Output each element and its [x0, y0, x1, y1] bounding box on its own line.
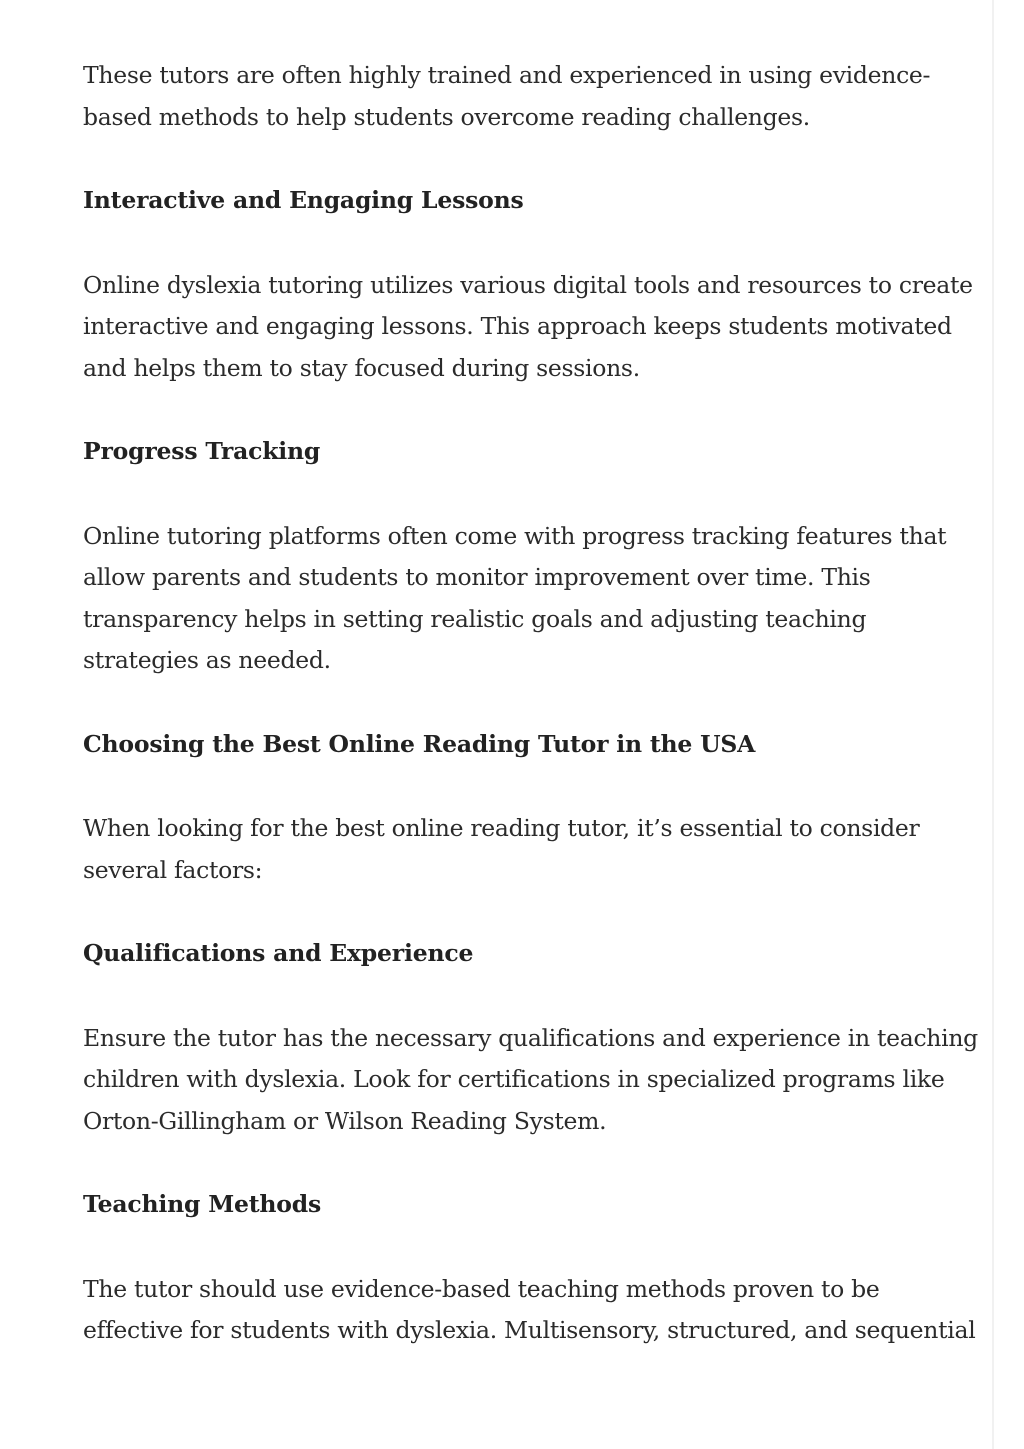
heading-progress-tracking: Progress Tracking [83, 437, 321, 465]
heading-qualifications: Qualifications and Experience [83, 939, 474, 967]
paragraph-qualifications: Ensure the tutor has the necessary qualifications and experience in teaching children with dyslexia. Look for certifications in specialized programs like Orton-Gillingham or Wilson Reading System. [83, 1023, 978, 1135]
article-body [83, 55, 983, 1352]
paragraph-interactive-lessons: Online dyslexia tutoring utilizes various digital tools and resources to create interactive and engaging lessons. This approach keeps students motivated and helps them to stay focused during sessions. [83, 270, 973, 382]
paragraph-progress-tracking: Online tutoring platforms often come with progress tracking features that allow parents and students to monitor improvement over time. This transparency helps in setting realistic goals and adjusting teaching strategies as needed. [83, 521, 947, 674]
heading-choosing-tutor: Choosing the Best Online Reading Tutor in the USA [83, 729, 756, 758]
paragraph-teaching-methods: The tutor should use evidence-based teaching methods proven to be effective for students with dyslexia. Multisensory, structured, and sequential [83, 1274, 976, 1344]
paragraph-choosing-tutor: When looking for the best online reading tutor, it’s essential to consider several factors: [83, 814, 920, 884]
heading-interactive-lessons: Interactive and Engaging Lessons [83, 186, 524, 214]
paragraph-tutors-trained: These tutors are often highly trained and experienced in using evidence-based methods to help students overcome reading challenges. [83, 61, 931, 131]
heading-teaching-methods: Teaching Methods [83, 1190, 322, 1218]
page-edge-divider [992, 0, 994, 1449]
